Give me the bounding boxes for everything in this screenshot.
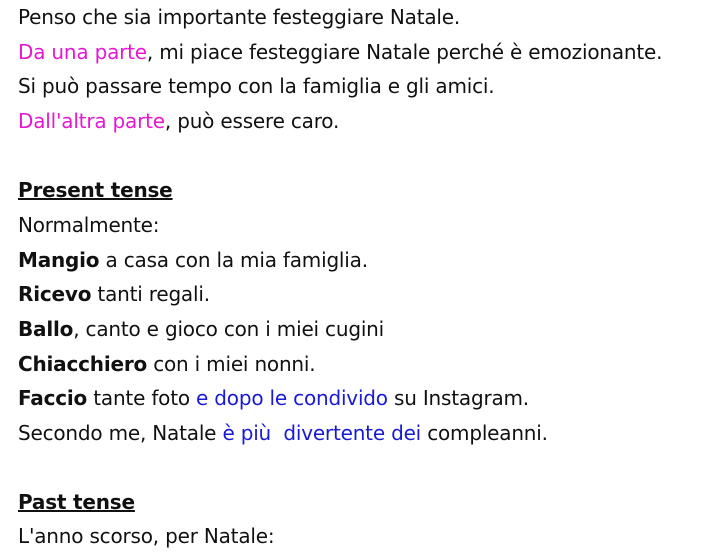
- present-line-1: [18, 243, 368, 277]
- connective-phrase: Dall'altra parte: [18, 109, 165, 133]
- sentence: su Instagram.: [387, 386, 529, 410]
- text-line-3: [18, 69, 494, 103]
- present-line-2: [18, 277, 210, 311]
- past-tense-heading: Past tense: [18, 490, 135, 514]
- verb: Ricevo: [18, 282, 92, 306]
- present-line-4: [18, 347, 315, 381]
- verb: Mangio: [18, 248, 100, 272]
- sentence: , canto e gioco con i miei cugini: [73, 317, 385, 341]
- present-line-5: [18, 381, 529, 415]
- text-line-1: [18, 0, 460, 34]
- text-line-2: [18, 35, 662, 69]
- present-line-6: [18, 416, 548, 450]
- sentence: Penso che sia importante festeggiare Natale.: [18, 5, 461, 29]
- sentence: compleanni.: [421, 421, 548, 445]
- sentence: Secondo me, Natale: [18, 421, 223, 445]
- present-intro: Normalmente:: [18, 213, 160, 237]
- sentence: , mi piace festeggiare Natale perché è emozionante.: [146, 40, 663, 64]
- sentence: tante foto: [87, 386, 197, 410]
- verb: Ballo: [18, 317, 74, 341]
- verb: Faccio: [18, 386, 88, 410]
- highlighted-phrase: è più divertente dei: [222, 421, 422, 445]
- highlighted-phrase: e dopo le condivido: [196, 386, 388, 410]
- verb: Chiacchiero: [18, 352, 148, 376]
- sentence: tanti regali.: [91, 282, 210, 306]
- past-intro-partial: L'anno scorso, per Natale:: [18, 524, 275, 548]
- sentence: , può essere caro.: [164, 109, 340, 133]
- connective-phrase: Da una parte: [18, 40, 147, 64]
- text-line-4: [18, 104, 339, 138]
- present-tense-heading: Present tense: [18, 178, 173, 202]
- sentence: a casa con la mia famiglia.: [99, 248, 368, 272]
- present-line-3: [18, 312, 384, 346]
- sentence: con i miei nonni.: [147, 352, 316, 376]
- sentence: Si può passare tempo con la famiglia e gli amici.: [18, 74, 495, 98]
